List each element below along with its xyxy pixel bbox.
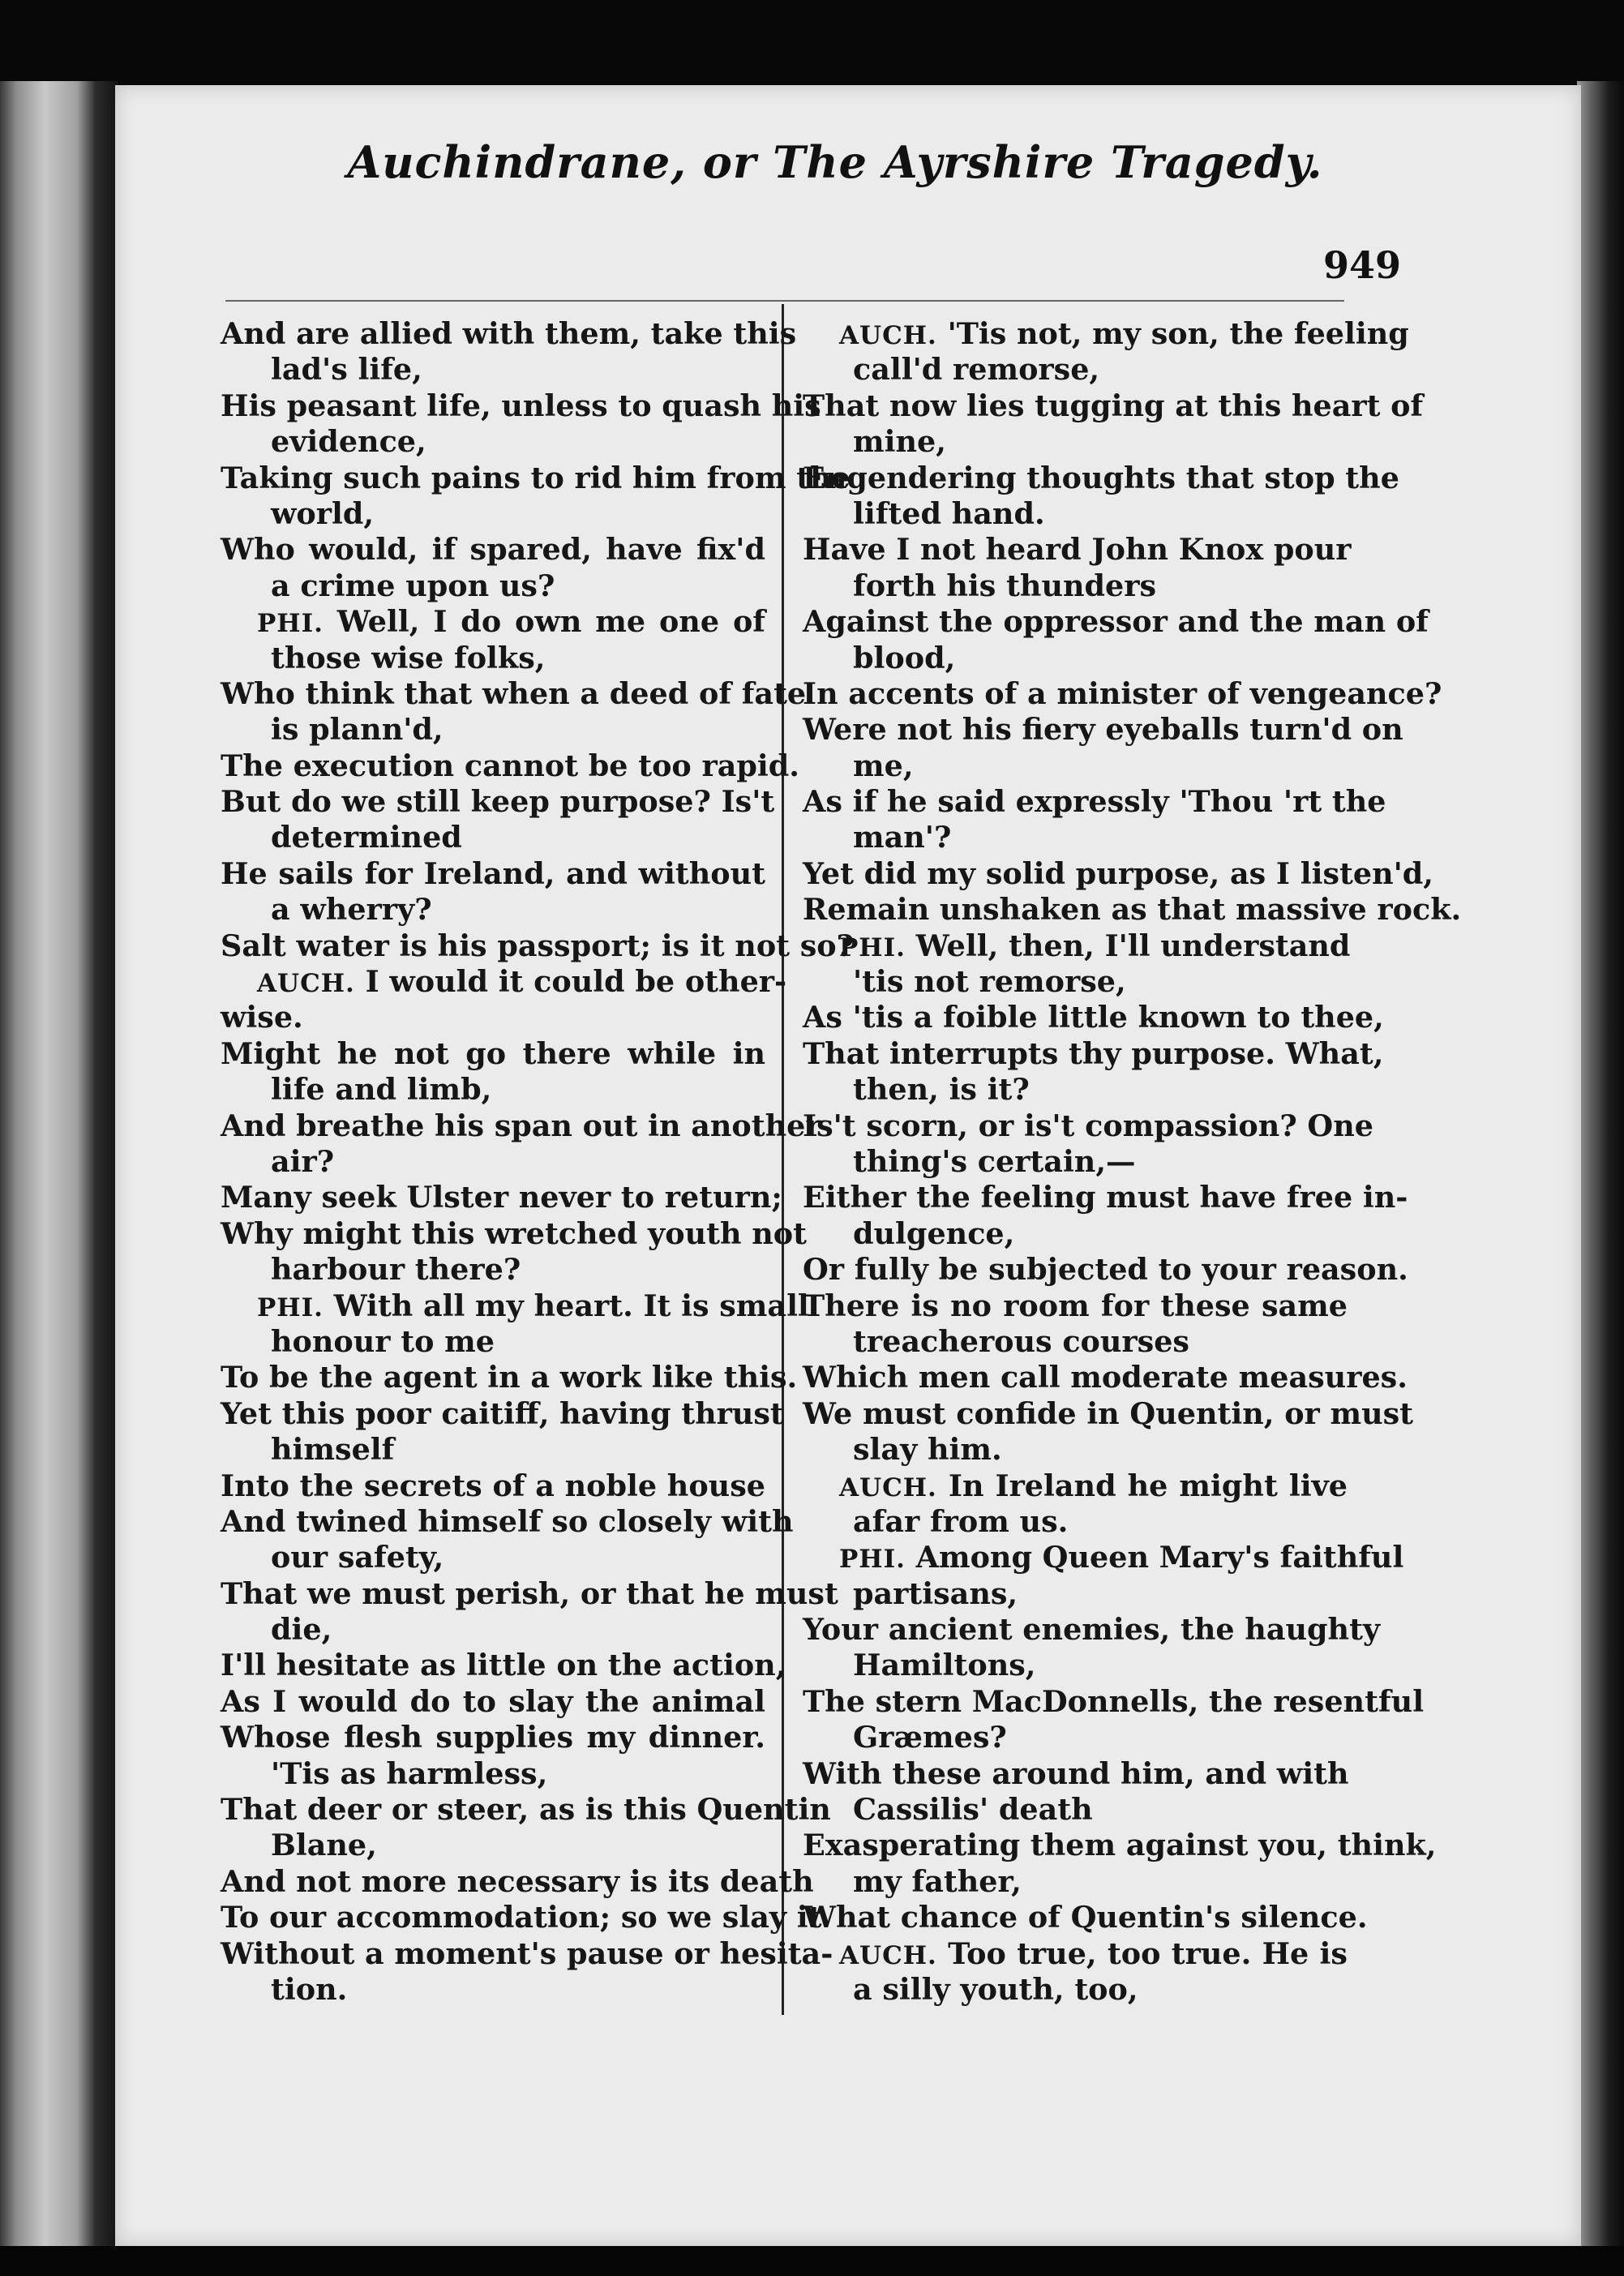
verse-text: Against the oppressor and the man of [803, 604, 1429, 640]
verse-line [803, 460, 1399, 496]
verse-line [803, 1180, 1408, 1215]
verse-text: me, [853, 748, 914, 783]
verse-line [803, 641, 1348, 676]
verse-text: Blane, [271, 1828, 377, 1863]
verse-line [803, 1504, 1348, 1540]
verse-line [221, 1432, 765, 1468]
verse-text: To be the agent in a work like this. [221, 1360, 798, 1395]
page-number: 949 [1322, 243, 1401, 287]
verse-line [803, 1288, 1348, 1324]
verse-line [221, 1395, 784, 1432]
verse-text: is plann'd, [271, 712, 443, 748]
verse-line [221, 1863, 814, 1900]
verse-line [803, 855, 1434, 892]
verse-text: those wise folks, [271, 640, 546, 675]
verse-text: And are allied with them, take this [221, 316, 797, 351]
verse-line [221, 748, 799, 784]
right-column [803, 316, 1462, 2008]
verse-text: Either the feeling must have free in- [803, 1180, 1408, 1215]
verse-line [221, 820, 765, 855]
verse-text: Which men call moderate measures. [803, 1360, 1408, 1395]
verse-line [221, 1288, 809, 1324]
verse-line [803, 1540, 1404, 1575]
speaker-name: PHI. [839, 1545, 906, 1575]
verse-text: Among Queen Mary's faithful [915, 1540, 1404, 1575]
verse-text: To our accommodation; so we slay it [221, 1900, 822, 1935]
verse-line [221, 604, 765, 640]
verse-text: But do we still keep purpose? Is't [221, 784, 775, 820]
verse-line [803, 1900, 1368, 1935]
verse-line [221, 1756, 765, 1792]
verse-line [803, 1936, 1348, 1972]
verse-text: then, is it? [853, 1072, 1030, 1108]
verse-text: call'd remorse, [853, 352, 1100, 388]
verse-text: harbour there? [271, 1252, 521, 1288]
left-column [221, 316, 855, 2008]
verse-line [221, 388, 821, 424]
verse-line [803, 1683, 1425, 1720]
verse-text: life and limb, [271, 1072, 492, 1108]
verse-line [803, 1468, 1348, 1504]
verse-line [803, 892, 1462, 928]
page-edge-shadow [1577, 81, 1624, 2276]
verse-text: blood, [853, 640, 956, 675]
verse-text: We must confide in Quentin, or must [803, 1395, 1414, 1431]
verse-line [803, 1612, 1381, 1648]
verse-text: Well, then, I'll understand [915, 928, 1351, 963]
verse-text: lifted hand. [853, 495, 1045, 531]
verse-text: He sails for Ireland, and without [221, 855, 765, 891]
verse-text: mine, [853, 424, 946, 460]
verse-line [803, 352, 1348, 388]
verse-text: Or fully be subjected to your reason. [803, 1252, 1408, 1288]
verse-text: afar from us. [853, 1503, 1069, 1539]
verse-line [221, 1108, 821, 1144]
verse-line [803, 1035, 1384, 1072]
verse-text: tion. [271, 1971, 348, 2007]
verse-text: What chance of Quentin's silence. [803, 1900, 1368, 1935]
scan-top-border [0, 0, 1624, 85]
verse-line [221, 1540, 765, 1575]
verse-text: Is't scorn, or is't compassion? One [803, 1108, 1373, 1143]
verse-text: I would it could be other- [365, 964, 787, 1000]
verse-line [803, 675, 1442, 712]
verse-line [803, 784, 1386, 820]
verse-line [221, 1215, 807, 1252]
verse-line [221, 1648, 786, 1683]
verse-text: Were not his fiery eyeballs turn'd on [803, 712, 1403, 748]
verse-text: Yet this poor caitiff, having thrust [221, 1395, 784, 1431]
verse-text: partisans, [853, 1575, 1018, 1611]
verse-line [221, 496, 765, 532]
verse-line [803, 532, 1352, 568]
verse-text: man'? [853, 820, 952, 855]
verse-text: And breathe his span out in another [221, 1108, 821, 1143]
verse-line [803, 820, 1348, 855]
verse-line [221, 1180, 782, 1215]
verse-line [803, 1828, 1437, 1863]
verse-line [803, 1648, 1348, 1683]
verse-text: air? [271, 1143, 335, 1179]
verse-line [221, 1612, 765, 1648]
verse-line [221, 1144, 765, 1180]
verse-text: That interrupts thy purpose. What, [803, 1035, 1384, 1071]
verse-line [221, 1575, 838, 1612]
verse-text: 'Tis not, my son, the feeling [947, 316, 1409, 351]
verse-line [221, 1684, 765, 1720]
verse-text: Might he not go there while in [221, 1035, 765, 1071]
verse-text: That now lies tugging at this heart of [803, 388, 1424, 423]
verse-text: In Ireland he might live [948, 1468, 1348, 1503]
verse-line [803, 1972, 1348, 2008]
verse-text: That deer or steer, as is this Quentin [221, 1792, 831, 1828]
verse-line [221, 316, 797, 352]
verse-line [221, 675, 807, 712]
verse-text: Too true, too true. He is [948, 1935, 1348, 1971]
verse-text: Without a moment's pause or hesita- [221, 1935, 833, 1971]
verse-line [221, 712, 765, 748]
verse-text: Yet did my solid purpose, as I listen'd, [803, 855, 1434, 891]
verse-text: himself [271, 1432, 395, 1468]
scan-bottom-border [0, 2246, 1624, 2276]
verse-line [803, 928, 1351, 964]
verse-text: determined [271, 820, 462, 855]
verse-text: The stern MacDonnells, the resentful [803, 1683, 1425, 1719]
verse-text: die, [271, 1612, 332, 1648]
verse-text: The execution cannot be too rapid. [221, 748, 799, 783]
speaker-name: PHI. [257, 609, 324, 639]
verse-text: Many seek Ulster never to return; [221, 1180, 782, 1215]
verse-text: dulgence, [853, 1215, 1015, 1251]
verse-line [221, 928, 855, 964]
verse-text: wise. [221, 1000, 303, 1035]
verse-line [803, 748, 1348, 784]
verse-line [221, 1792, 831, 1828]
verse-text: slay him. [853, 1432, 1002, 1468]
verse-line [803, 316, 1409, 352]
verse-line [221, 1324, 765, 1360]
verse-text: lad's life, [271, 352, 422, 388]
verse-text: Exasperating them against you, think, [803, 1828, 1437, 1863]
verse-text: a wherry? [271, 892, 432, 928]
verse-text: treacherous courses [853, 1323, 1189, 1359]
book-binding-edge [0, 81, 118, 2276]
verse-text: With these around him, and with [803, 1755, 1349, 1791]
verse-line [803, 1756, 1348, 1792]
verse-line [803, 1072, 1348, 1108]
verse-line [803, 1432, 1348, 1468]
verse-line [221, 964, 787, 1000]
verse-text: And twined himself so closely with [221, 1503, 794, 1539]
verse-line [803, 1576, 1348, 1612]
verse-line [803, 1324, 1348, 1360]
verse-line [221, 532, 765, 568]
verse-line [221, 892, 765, 928]
verse-line [221, 1360, 798, 1395]
speaker-name: PHI. [839, 932, 906, 962]
verse-text: With all my heart. It is small [333, 1288, 809, 1323]
verse-line [221, 1468, 765, 1504]
verse-line [803, 496, 1348, 532]
verse-text: Your ancient enemies, the haughty [803, 1612, 1381, 1648]
verse-text: Engendering thoughts that stop the [803, 460, 1399, 495]
speaker-name: PHI. [257, 1292, 324, 1322]
verse-line [221, 1720, 765, 1755]
verse-text: Salt water is his passport; is it not so? [221, 928, 855, 963]
verse-text: Whose flesh supplies my dinner. [221, 1720, 765, 1755]
verse-text: And not more necessary is its death [221, 1863, 814, 1899]
verse-text: Who think that when a deed of fate [221, 675, 807, 711]
verse-line [221, 352, 765, 388]
verse-text: my father, [853, 1863, 1022, 1899]
verse-line [803, 1395, 1414, 1432]
verse-line [221, 1503, 794, 1540]
verse-line [803, 1000, 1384, 1035]
header-rule [225, 300, 1344, 302]
verse-line [221, 641, 765, 676]
verse-text: Taking such pains to rid him from the [221, 460, 851, 495]
verse-line [803, 1792, 1348, 1828]
verse-line [221, 856, 765, 892]
verse-line [803, 712, 1403, 748]
verse-text: forth his thunders [853, 568, 1157, 603]
verse-line [221, 1036, 765, 1072]
verse-line [221, 568, 765, 604]
verse-line [803, 964, 1348, 1000]
verse-text: world, [271, 495, 375, 531]
verse-text: As 'tis a foible little known to thee, [803, 1000, 1384, 1035]
speaker-name: AUCH. [839, 1940, 937, 1970]
running-title: Auchindrane, or The Ayrshire Tragedy. [347, 136, 1323, 188]
verse-text: In accents of a minister of vengeance? [803, 675, 1442, 711]
verse-text: That we must perish, or that he must [221, 1575, 838, 1611]
verse-line [803, 388, 1424, 424]
verse-line [221, 1828, 765, 1863]
verse-text: Who would, if spared, have fix'd [221, 532, 765, 568]
verse-text: There is no room for these same [803, 1288, 1348, 1323]
verse-line [221, 1252, 765, 1288]
verse-line [221, 1972, 765, 2008]
verse-text: Well, I do own me one of [336, 604, 765, 640]
verse-line [803, 1144, 1348, 1180]
verse-text: I'll hesitate as little on the action, [221, 1648, 786, 1683]
verse-text: As if he said expressly 'Thou 'rt the [803, 784, 1386, 820]
verse-text: honour to me [271, 1323, 495, 1359]
verse-text: Why might this wretched youth not [221, 1215, 807, 1251]
verse-text: our safety, [271, 1540, 444, 1575]
verse-line [221, 1900, 822, 1935]
verse-text: evidence, [271, 424, 426, 460]
verse-text: As I would do to slay the animal [221, 1683, 765, 1719]
verse-text: 'tis not remorse, [853, 964, 1126, 1000]
verse-text: Have I not heard John Knox pour [803, 532, 1352, 568]
verse-text: Into the secrets of a noble house [221, 1468, 765, 1503]
column-divider [782, 304, 784, 2015]
verse-text: Cassilis' death [853, 1792, 1093, 1828]
verse-line [803, 1252, 1408, 1288]
verse-line [803, 604, 1429, 640]
verse-line [221, 784, 775, 820]
verse-text: Græmes? [853, 1720, 1007, 1755]
verse-line [221, 1000, 765, 1035]
verse-text: Remain unshaken as that massive rock. [803, 892, 1462, 928]
verse-text: a crime upon us? [271, 568, 555, 603]
verse-line [803, 1216, 1348, 1252]
speaker-name: AUCH. [257, 969, 355, 999]
speaker-name: AUCH. [839, 321, 937, 350]
verse-text: His peasant life, unless to quash his [221, 388, 821, 423]
verse-text: 'Tis as harmless, [271, 1755, 548, 1791]
verse-line [803, 1360, 1408, 1395]
verse-line [221, 1935, 833, 1972]
verse-line [803, 424, 1348, 460]
verse-line [803, 1108, 1373, 1144]
verse-line [803, 568, 1348, 604]
verse-text: Hamiltons, [853, 1648, 1036, 1683]
verse-text: thing's certain,— [853, 1143, 1136, 1179]
verse-line [221, 460, 851, 496]
verse-line [221, 424, 765, 460]
verse-text: a silly youth, too, [853, 1971, 1138, 2007]
verse-line [803, 1864, 1348, 1900]
verse-line [803, 1720, 1348, 1755]
speaker-name: AUCH. [839, 1472, 937, 1502]
verse-line [221, 1072, 765, 1108]
